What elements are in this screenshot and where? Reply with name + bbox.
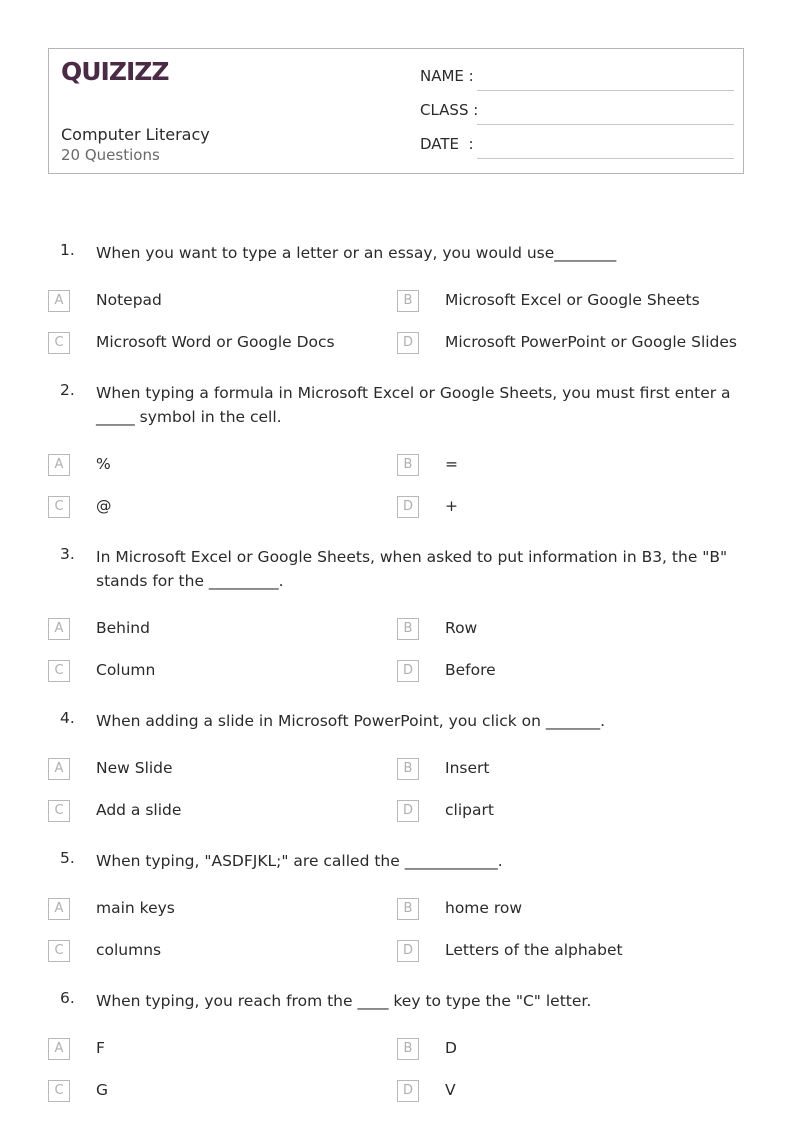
option-text: D bbox=[445, 1039, 457, 1057]
question-number: 6. bbox=[60, 989, 75, 1007]
option-text: Insert bbox=[445, 759, 490, 777]
option-text: Microsoft PowerPoint or Google Slides bbox=[445, 333, 738, 351]
option-letter-box: A bbox=[48, 1038, 70, 1060]
option-text: Letters of the alphabet bbox=[445, 941, 623, 959]
date-line bbox=[477, 158, 734, 159]
option-letter-box: C bbox=[48, 660, 70, 682]
option-letter-box: A bbox=[48, 454, 70, 476]
option-letter-box: D bbox=[397, 332, 419, 354]
option-text: Column bbox=[96, 661, 156, 679]
question-text: When you want to type a letter or an essay, you would use________ bbox=[96, 244, 617, 262]
question-number: 4. bbox=[60, 709, 75, 727]
option-letter-box: C bbox=[48, 332, 70, 354]
option-letter-box: A bbox=[48, 758, 70, 780]
option-text: home row bbox=[445, 899, 523, 917]
option-text: main keys bbox=[96, 899, 175, 917]
class-line bbox=[477, 124, 734, 125]
option-letter-box: A bbox=[48, 898, 70, 920]
option-text: = bbox=[445, 455, 458, 473]
option-letter-box: B bbox=[397, 898, 419, 920]
question-number: 1. bbox=[60, 241, 75, 259]
option-letter-box: B bbox=[397, 290, 419, 312]
option-text: V bbox=[445, 1081, 456, 1099]
option-letter-box: D bbox=[397, 660, 419, 682]
name-label: NAME : bbox=[420, 67, 474, 85]
option-text: Add a slide bbox=[96, 801, 182, 819]
question-number: 5. bbox=[60, 849, 75, 867]
option-letter-box: C bbox=[48, 800, 70, 822]
option-text: @ bbox=[96, 497, 112, 515]
date-label: DATE : bbox=[420, 135, 474, 153]
option-letter-box: B bbox=[397, 618, 419, 640]
question-text: When typing, "ASDFJKL;" are called the ____________. bbox=[96, 852, 503, 870]
class-label: CLASS : bbox=[420, 101, 479, 119]
option-letter-box: A bbox=[48, 618, 70, 640]
option-text: G bbox=[96, 1081, 109, 1099]
question-text: In Microsoft Excel or Google Sheets, when asked to put information in B3, the "B" stands for the _________. bbox=[96, 548, 728, 590]
option-letter-box: C bbox=[48, 1080, 70, 1102]
option-letter-box: B bbox=[397, 1038, 419, 1060]
option-letter-box: D bbox=[397, 940, 419, 962]
worksheet-header bbox=[48, 48, 744, 174]
quizizz-logo: QUIZIZZ bbox=[61, 57, 169, 86]
question-count: 20 Questions bbox=[61, 146, 160, 164]
question-number: 3. bbox=[60, 545, 75, 563]
option-text: Before bbox=[445, 661, 496, 679]
option-text: Behind bbox=[96, 619, 150, 637]
option-letter-box: C bbox=[48, 940, 70, 962]
option-text: New Slide bbox=[96, 759, 173, 777]
option-text: + bbox=[445, 497, 458, 515]
option-letter-box: A bbox=[48, 290, 70, 312]
option-letter-box: B bbox=[397, 454, 419, 476]
option-text: columns bbox=[96, 941, 162, 959]
option-letter-box: D bbox=[397, 1080, 419, 1102]
option-text: Row bbox=[445, 619, 478, 637]
question-text: When typing, you reach from the ____ key to type the "C" letter. bbox=[96, 992, 592, 1010]
date-field[interactable] bbox=[420, 135, 734, 159]
option-text: clipart bbox=[445, 801, 494, 819]
option-text: Microsoft Excel or Google Sheets bbox=[445, 291, 700, 309]
option-letter-box: D bbox=[397, 800, 419, 822]
option-letter-box: D bbox=[397, 496, 419, 518]
option-text: % bbox=[96, 455, 111, 473]
worksheet-title: Computer Literacy bbox=[61, 125, 210, 144]
question-number: 2. bbox=[60, 381, 75, 399]
name-line bbox=[477, 90, 734, 91]
name-field[interactable] bbox=[420, 67, 734, 91]
question-text: When typing a formula in Microsoft Excel or Google Sheets, you must first enter a _____ symbol in the cell. bbox=[96, 384, 731, 426]
option-text: F bbox=[96, 1039, 105, 1057]
option-letter-box: C bbox=[48, 496, 70, 518]
option-text: Notepad bbox=[96, 291, 162, 309]
question-text: When adding a slide in Microsoft PowerPoint, you click on _______. bbox=[96, 712, 606, 730]
option-text: Microsoft Word or Google Docs bbox=[96, 333, 335, 351]
class-field[interactable] bbox=[420, 101, 734, 125]
option-letter-box: B bbox=[397, 758, 419, 780]
